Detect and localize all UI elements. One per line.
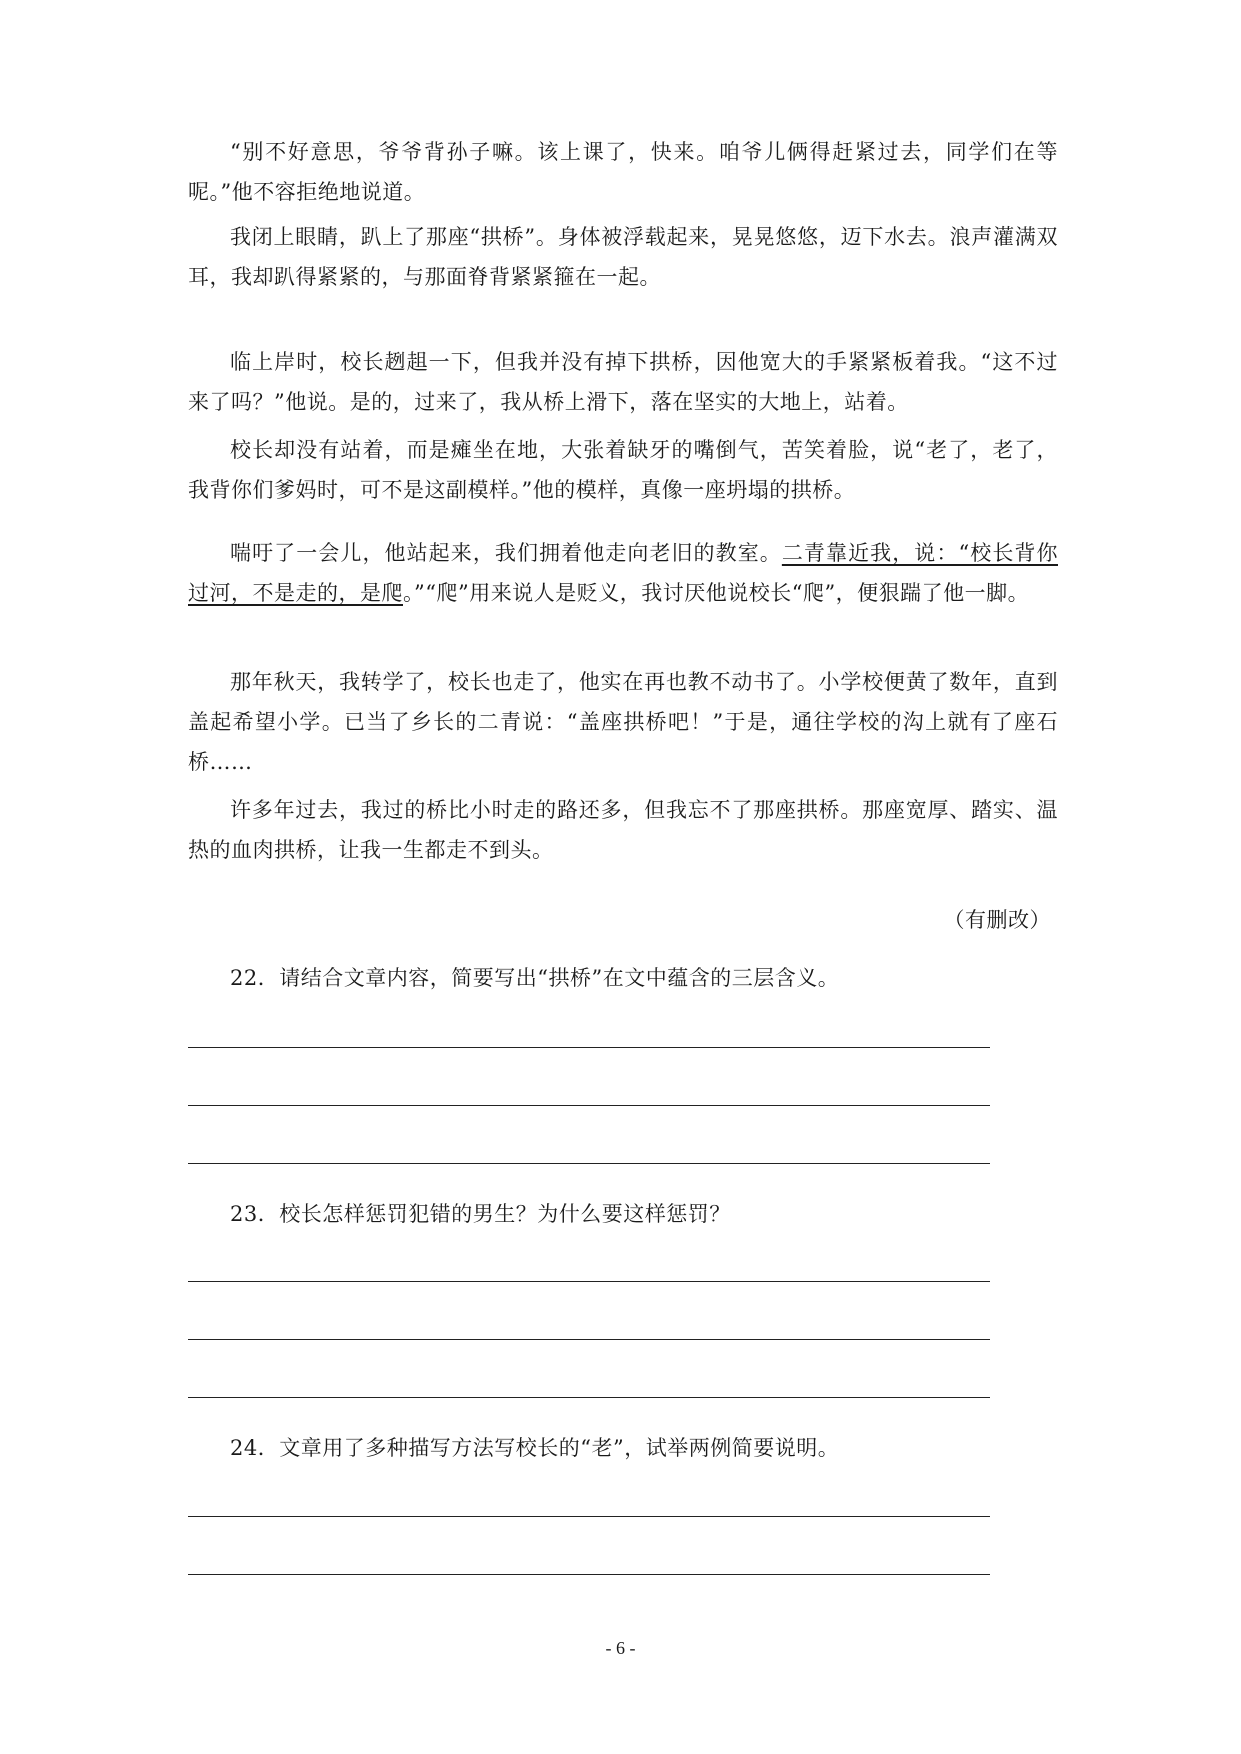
paragraph-5-lead: 喘吁了一会儿，他站起来，我们拥着他走向老旧的教室。	[230, 541, 782, 565]
paragraph-1: “别不好意思，爷爷背孙子嘛。该上课了，快来。咱爷儿俩得赶紧过去，同学们在等呢。”他不容拒绝地说道。	[188, 140, 1058, 204]
paragraph-5-tail: 。”“爬”用来说人是贬义，我讨厌他说校长“爬”，便狠踹了他一脚。	[403, 581, 1030, 605]
paragraph-2: 我闭上眼睛，趴上了那座“拱桥”。身体被浮载起来，晃晃悠悠，迈下水去。浪声灌满双耳，我却趴得紧紧的，与那面脊背紧紧箍在一起。	[188, 225, 1058, 289]
answer-line[interactable]	[188, 1281, 990, 1282]
paragraph-5	[188, 533, 1058, 613]
source-note: （有删改）	[943, 908, 1051, 932]
underlined-sentence: 二青靠近我，说：“校长背你过河，不是走的，是爬	[188, 541, 1058, 605]
answer-line[interactable]	[188, 1516, 990, 1517]
paragraph-7: 许多年过去，我过的桥比小时走的路还多，但我忘不了那座拱桥。那座宽厚、踏实、温热的血肉拱桥，让我一生都走不到头。	[188, 798, 1058, 862]
page-number: - 6 -	[605, 1638, 636, 1658]
answer-line[interactable]	[188, 1339, 990, 1340]
paragraph-3: 临上岸时，校长趔趄一下，但我并没有掉下拱桥，因他宽大的手紧紧板着我。“这不过来了吗？”他说。是的，过来了，我从桥上滑下，落在坚实的大地上，站着。	[188, 350, 1058, 414]
answer-line[interactable]	[188, 1397, 990, 1398]
question-22: 22．请结合文章内容，简要写出“拱桥”在文中蕴含的三层含义。	[230, 966, 840, 990]
paragraph-6: 那年秋天，我转学了，校长也走了，他实在再也教不动书了。小学校便黄了数年，直到盖起希望小学。已当了乡长的二青说：“盖座拱桥吧！”于是，通往学校的沟上就有了座石桥……	[188, 670, 1058, 774]
question-24: 24．文章用了多种描写方法写校长的“老”，试举两例简要说明。	[230, 1436, 840, 1460]
answer-line[interactable]	[188, 1574, 990, 1575]
answer-line[interactable]	[188, 1163, 990, 1164]
answer-line[interactable]	[188, 1105, 990, 1106]
question-23: 23．校长怎样惩罚犯错的男生？为什么要这样惩罚？	[230, 1202, 731, 1226]
answer-line[interactable]	[188, 1047, 990, 1048]
paragraph-4: 校长却没有站着，而是瘫坐在地，大张着缺牙的嘴倒气，苦笑着脸，说“老了，老了，我背你们爹妈时，可不是这副模样。”他的模样，真像一座坍塌的拱桥。	[188, 438, 1058, 502]
